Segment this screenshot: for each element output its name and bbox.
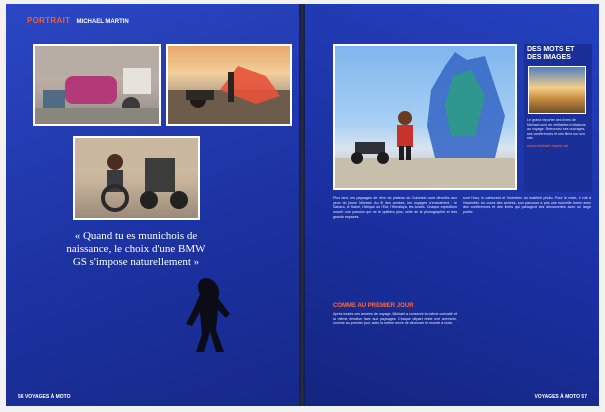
author-name: MICHAEL MARTIN bbox=[76, 19, 129, 25]
sidebar-title: DES MOTS ET DES IMAGES bbox=[527, 46, 575, 61]
book-cover-image bbox=[528, 66, 586, 114]
photo-shrine-motorcycle bbox=[333, 44, 517, 190]
photo-rider-with-bike bbox=[73, 136, 200, 220]
section-header bbox=[27, 16, 129, 25]
sunset-tent-illustration bbox=[168, 46, 290, 124]
sidebar-text: Le grand reporter des livres de Michael sont de véritables invitations au voyage. Retrouvez ses ouvrages, ses conférences et ses films sur son site. bbox=[527, 118, 586, 141]
body-column-2: sont l'eau, le carburant et l'entretien du matériel photo. Pour le reste, il voit à l'essentiel. Au cours des années, son parcours a pris une nouvelle forme avec des conférences et des livres qui partagent ses découvertes avec un large public. bbox=[463, 196, 591, 215]
camp-gear-illustration bbox=[35, 46, 159, 124]
body-column-3: Après toutes ces années de voyage, Michael a conservé la même curiosité et la même émotion face aux paysages. Chaque départ reste une aventure, comme au premier jour, avec la même envie de découvrir le monde à moto. bbox=[333, 312, 457, 326]
sidebar-website: www.michael-martin.de bbox=[527, 142, 569, 148]
rider-silhouette-image bbox=[176, 274, 236, 354]
photo-sunset-tent bbox=[166, 44, 292, 126]
left-page bbox=[6, 4, 299, 406]
page-folio-right: VOYAGES À MOTO 57 bbox=[534, 394, 587, 400]
sidebar-box bbox=[524, 44, 592, 192]
pull-quote: « Quand tu es munichois de naissance, le choix d'une BMW GS s'impose naturellement » bbox=[66, 230, 206, 268]
rider-bike-illustration bbox=[75, 138, 198, 218]
shrine-illustration bbox=[335, 46, 515, 188]
section-tag: PORTRAIT bbox=[27, 16, 71, 25]
right-page bbox=[305, 4, 599, 406]
body-column-1: Plus tard, les paysages de rêve du plateau du Colorado sont dévoilés aux yeux du jeune Michael. Au fil des années, les voyages s'enchaînent : le Sahara, le Sahel, l'Afrique de l'Est, l'Himalaya, les Andes. Chaque expédition nourrit une passion qui ne le quittera plus, celle de la photographie et des grands espaces. bbox=[333, 196, 457, 219]
page-folio-left: 56 VOYAGES À MOTO bbox=[18, 394, 71, 400]
photo-camp-gear bbox=[33, 44, 161, 126]
subheading: COMME AU PREMIER JOUR bbox=[333, 303, 414, 309]
